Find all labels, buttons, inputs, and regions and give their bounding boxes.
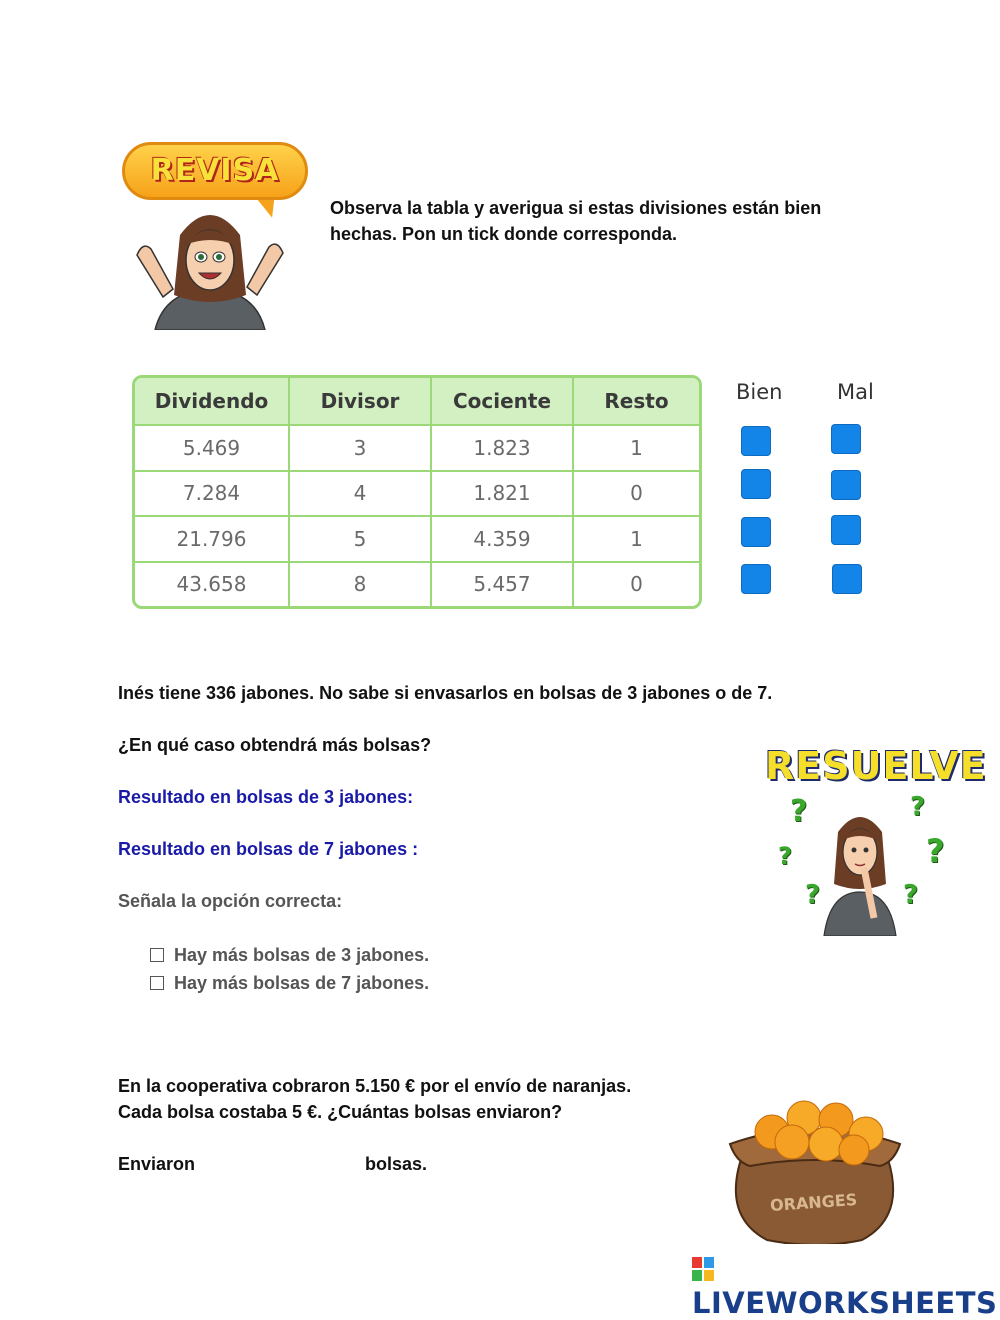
option-3-bags[interactable]: [150, 945, 429, 966]
problem2-line2: Cada bolsa costaba 5 €. ¿Cuántas bolsas enviaron?: [118, 1102, 563, 1122]
tick-bien-row4[interactable]: [741, 564, 771, 594]
question-mark-icon: ?: [778, 842, 792, 870]
select-prompt: Señala la opción correcta:: [118, 891, 343, 911]
question-mark-icon: ?: [805, 880, 821, 910]
problem2-line1: En la cooperativa cobraron 5.150 € por el envío de naranjas.: [118, 1076, 632, 1096]
table-row: [135, 425, 699, 471]
table-row: [135, 471, 699, 517]
question-mark-icon: ?: [903, 880, 919, 910]
option-3-label: Hay más bolsas de 3 jabones.: [174, 945, 430, 965]
cell-cociente: 4.359: [431, 516, 573, 562]
revisa-badge-text: REVISA: [150, 153, 280, 188]
option-3-checkbox[interactable]: [150, 948, 164, 962]
revisa-instruction-line2: hechas. Pon un tick donde corresponda.: [330, 224, 678, 244]
cell-dividendo: 5.469: [135, 425, 289, 471]
cell-cociente: 5.457: [431, 562, 573, 606]
mal-header: Mal: [837, 380, 874, 404]
liveworksheets-logo: [692, 1252, 1000, 1320]
teacher-avatar-waving: [125, 205, 295, 330]
tick-bien-row1[interactable]: [741, 426, 771, 456]
result-7-input[interactable]: [455, 834, 675, 862]
cell-dividendo: 21.796: [135, 516, 289, 562]
answer-suffix: bolsas.: [365, 1154, 428, 1174]
liveworksheets-logo-text: LIVEWORKSHEETS: [692, 1286, 998, 1320]
tick-mal-row4[interactable]: [832, 564, 862, 594]
option-7-label: Hay más bolsas de 7 jabones.: [174, 973, 430, 993]
cell-divisor: 8: [289, 562, 431, 606]
oranges-sack-icon: [722, 1096, 907, 1244]
tick-mal-row1[interactable]: [831, 424, 861, 454]
cell-dividendo: 43.658: [135, 562, 289, 606]
header-resto: Resto: [573, 378, 699, 425]
tick-bien-row3[interactable]: [741, 517, 771, 547]
question-mark-icon: ?: [910, 792, 926, 822]
cell-divisor: 5: [289, 516, 431, 562]
result-7-label: Resultado en bolsas de 7 jabones :: [118, 839, 419, 859]
tick-mal-row3[interactable]: [831, 515, 861, 545]
header-dividendo: Dividendo: [135, 378, 289, 425]
header-cociente: Cociente: [431, 378, 573, 425]
cell-resto: 1: [573, 425, 699, 471]
option-7-checkbox[interactable]: [150, 976, 164, 990]
cell-resto: 0: [630, 572, 643, 597]
option-7-bags[interactable]: [150, 973, 429, 994]
cell-divisor: 3: [289, 425, 431, 471]
question-mark-icon: ?: [790, 794, 808, 829]
division-table: [132, 375, 702, 609]
liveworksheets-logo-icon: [692, 1257, 714, 1281]
problem1-statement: Inés tiene 336 jabones. No sabe si envasarlos en bolsas de 3 jabones o de 7.: [118, 683, 773, 703]
question-mark-icon: ?: [926, 832, 945, 870]
result-3-input[interactable]: [450, 782, 670, 810]
tick-bien-row2[interactable]: [741, 469, 771, 499]
cell-divisor: 4: [289, 471, 431, 517]
revisa-badge: [122, 142, 308, 200]
cell-cociente: 1.821: [431, 471, 573, 517]
teacher-avatar-thinking: [820, 808, 900, 936]
table-row: [135, 562, 699, 606]
result-3-label: Resultado en bolsas de 3 jabones:: [118, 787, 414, 807]
table-row: [135, 516, 699, 562]
cell-cociente: 1.823: [431, 425, 573, 471]
tick-mal-row2[interactable]: [831, 470, 861, 500]
sack-label: ORANGES: [769, 1189, 858, 1216]
revisa-instruction-line1: Observa la tabla y averigua si estas divisiones están bien: [330, 198, 822, 218]
bags-count-input[interactable]: [212, 1149, 357, 1177]
cell-resto: 0: [573, 471, 699, 517]
table-header-row: [135, 378, 699, 425]
cell-resto: 1: [573, 516, 699, 562]
header-divisor: Divisor: [289, 378, 431, 425]
cell-dividendo: 7.284: [135, 471, 289, 517]
answer-prefix: Enviaron: [118, 1154, 196, 1174]
resuelve-badge: RESUELVE: [765, 744, 987, 788]
problem1-question: ¿En qué caso obtendrá más bolsas?: [118, 735, 432, 755]
bien-header: Bien: [736, 380, 783, 404]
